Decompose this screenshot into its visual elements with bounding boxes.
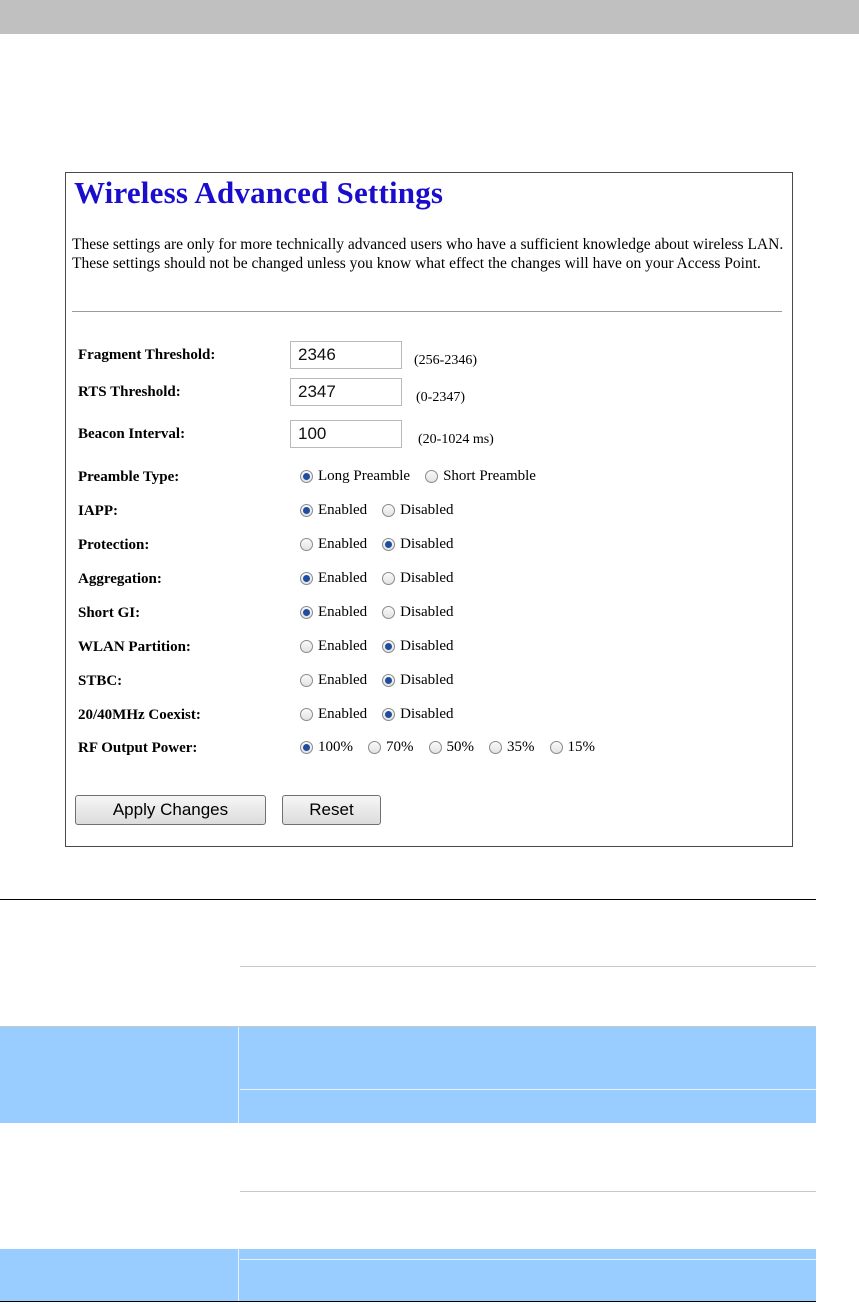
wlanpartition-option[interactable] <box>382 638 453 655</box>
protection-option-label: Enabled <box>318 536 368 552</box>
aggregation-option-label: Disabled <box>400 570 454 586</box>
coexist-option-label: Enabled <box>318 706 368 722</box>
preamble-option[interactable] <box>425 468 536 485</box>
rf-output-power-label: RF Output Power: <box>78 740 198 756</box>
stbc-option[interactable] <box>382 672 453 689</box>
protection-label: Protection: <box>78 537 150 553</box>
wlanpartition-option[interactable] <box>300 638 367 655</box>
preamble-option[interactable] <box>300 468 410 485</box>
short-gi-label: Short GI: <box>78 605 141 621</box>
protection-option-label: Disabled <box>400 536 454 552</box>
radio-button-icon[interactable] <box>300 674 313 687</box>
table-top-rule <box>0 899 816 900</box>
radio-button-icon[interactable] <box>382 640 395 653</box>
coexist-row <box>78 705 778 727</box>
radio-button-icon[interactable] <box>489 741 502 754</box>
table-column-divider <box>238 1027 239 1123</box>
aggregation-label: Aggregation: <box>78 571 162 587</box>
iapp-label: IAPP: <box>78 503 118 519</box>
rf-output-power-row <box>78 738 778 760</box>
table-row-divider <box>240 1259 816 1260</box>
coexist-options <box>300 706 468 726</box>
protection-options <box>300 536 468 556</box>
header-bar <box>0 0 859 34</box>
aggregation-option[interactable] <box>382 570 453 587</box>
short-gi-row <box>78 603 778 625</box>
beacon-interval-range: (20-1024 ms) <box>418 432 494 447</box>
rfpower-option-label: 50% <box>446 739 474 755</box>
iapp-row <box>78 501 778 523</box>
preamble-type-label: Preamble Type: <box>78 469 180 485</box>
radio-button-icon[interactable] <box>368 741 381 754</box>
rts-threshold-range: (0-2347) <box>416 390 465 405</box>
radio-button-icon[interactable] <box>300 640 313 653</box>
rfpower-option-label: 15% <box>567 739 595 755</box>
wlanpartition-option-label: Disabled <box>400 638 454 654</box>
table-bottom-rule <box>0 1301 816 1302</box>
divider <box>72 311 782 312</box>
iapp-option[interactable] <box>382 502 453 519</box>
wlanpartition-option-label: Enabled <box>318 638 368 654</box>
fragment-threshold-input[interactable]: 2346 <box>290 341 402 369</box>
table-row-divider <box>240 1089 816 1090</box>
protection-option[interactable] <box>300 536 367 553</box>
radio-button-icon[interactable] <box>300 572 313 585</box>
beacon-interval-input[interactable]: 100 <box>290 420 402 448</box>
table-row-divider <box>240 966 816 967</box>
radio-button-icon[interactable] <box>550 741 563 754</box>
reset-button[interactable]: Reset <box>282 795 381 825</box>
table-column-divider <box>238 1249 239 1301</box>
rfpower-option[interactable] <box>489 739 535 756</box>
coexist-option[interactable] <box>382 706 453 723</box>
shortgi-option[interactable] <box>382 604 453 621</box>
radio-button-icon[interactable] <box>382 674 395 687</box>
shortgi-option[interactable] <box>300 604 367 621</box>
stbc-row <box>78 671 778 693</box>
radio-button-icon[interactable] <box>300 741 313 754</box>
radio-button-icon[interactable] <box>300 504 313 517</box>
wlan-partition-row <box>78 637 778 659</box>
fragment-threshold-row <box>78 345 778 367</box>
radio-button-icon[interactable] <box>382 606 395 619</box>
wlan-partition-label: WLAN Partition: <box>78 639 191 655</box>
preamble-type-options <box>300 468 551 488</box>
stbc-label: STBC: <box>78 673 123 689</box>
stbc-option-label: Enabled <box>318 672 368 688</box>
radio-button-icon[interactable] <box>300 470 313 483</box>
page-description: These settings are only for more technically advanced users who have a sufficient knowledge about wireless LAN. These settings should not be changed unless you know what effect the changes will have on your Access Point. <box>72 236 784 272</box>
preamble-type-row <box>78 467 778 489</box>
rfpower-option[interactable] <box>300 739 353 756</box>
rf-output-power-options <box>300 739 610 759</box>
table-highlight-row <box>0 1249 816 1301</box>
coexist-option[interactable] <box>300 706 367 723</box>
aggregation-options <box>300 570 468 590</box>
apply-changes-button[interactable]: Apply Changes <box>75 795 266 825</box>
wlan-partition-options <box>300 638 468 658</box>
rfpower-option[interactable] <box>368 739 414 756</box>
radio-button-icon[interactable] <box>382 572 395 585</box>
radio-button-icon[interactable] <box>382 538 395 551</box>
rts-threshold-input[interactable]: 2347 <box>290 378 402 406</box>
iapp-option-label: Disabled <box>400 502 454 518</box>
shortgi-option-label: Disabled <box>400 604 454 620</box>
wireless-advanced-settings-panel <box>65 172 793 847</box>
rfpower-option[interactable] <box>550 739 596 756</box>
beacon-interval-label: Beacon Interval: <box>78 426 186 442</box>
radio-button-icon[interactable] <box>300 538 313 551</box>
rts-threshold-label: RTS Threshold: <box>78 384 181 400</box>
fragment-threshold-label: Fragment Threshold: <box>78 347 216 363</box>
aggregation-option[interactable] <box>300 570 367 587</box>
radio-button-icon[interactable] <box>382 504 395 517</box>
iapp-option-label: Enabled <box>318 502 368 518</box>
coexist-label: 20/40MHz Coexist: <box>78 707 201 723</box>
rfpower-option-label: 35% <box>507 739 535 755</box>
rts-threshold-row <box>78 382 778 404</box>
stbc-option-label: Disabled <box>400 672 454 688</box>
rfpower-option[interactable] <box>429 739 475 756</box>
aggregation-row <box>78 569 778 591</box>
coexist-option-label: Disabled <box>400 706 454 722</box>
shortgi-option-label: Enabled <box>318 604 368 620</box>
radio-button-icon[interactable] <box>382 708 395 721</box>
radio-button-icon[interactable] <box>429 741 442 754</box>
protection-option[interactable] <box>382 536 453 553</box>
iapp-option[interactable] <box>300 502 367 519</box>
stbc-options <box>300 672 468 692</box>
table-highlight-row <box>0 1027 816 1123</box>
rfpower-option-label: 70% <box>386 739 414 755</box>
page-title: Wireless Advanced Settings <box>74 175 444 210</box>
iapp-options <box>300 502 468 522</box>
fragment-threshold-range: (256-2346) <box>414 353 477 368</box>
rfpower-option-label: 100% <box>318 739 353 755</box>
aggregation-option-label: Enabled <box>318 570 368 586</box>
stbc-option[interactable] <box>300 672 367 689</box>
radio-button-icon[interactable] <box>300 708 313 721</box>
radio-button-icon[interactable] <box>300 606 313 619</box>
protection-row <box>78 535 778 557</box>
table-row-divider <box>240 1191 816 1192</box>
short-gi-options <box>300 604 468 624</box>
radio-button-icon[interactable] <box>425 470 438 483</box>
beacon-interval-row <box>78 424 778 446</box>
preamble-option-label: Short Preamble <box>443 468 536 484</box>
preamble-option-label: Long Preamble <box>318 468 411 484</box>
